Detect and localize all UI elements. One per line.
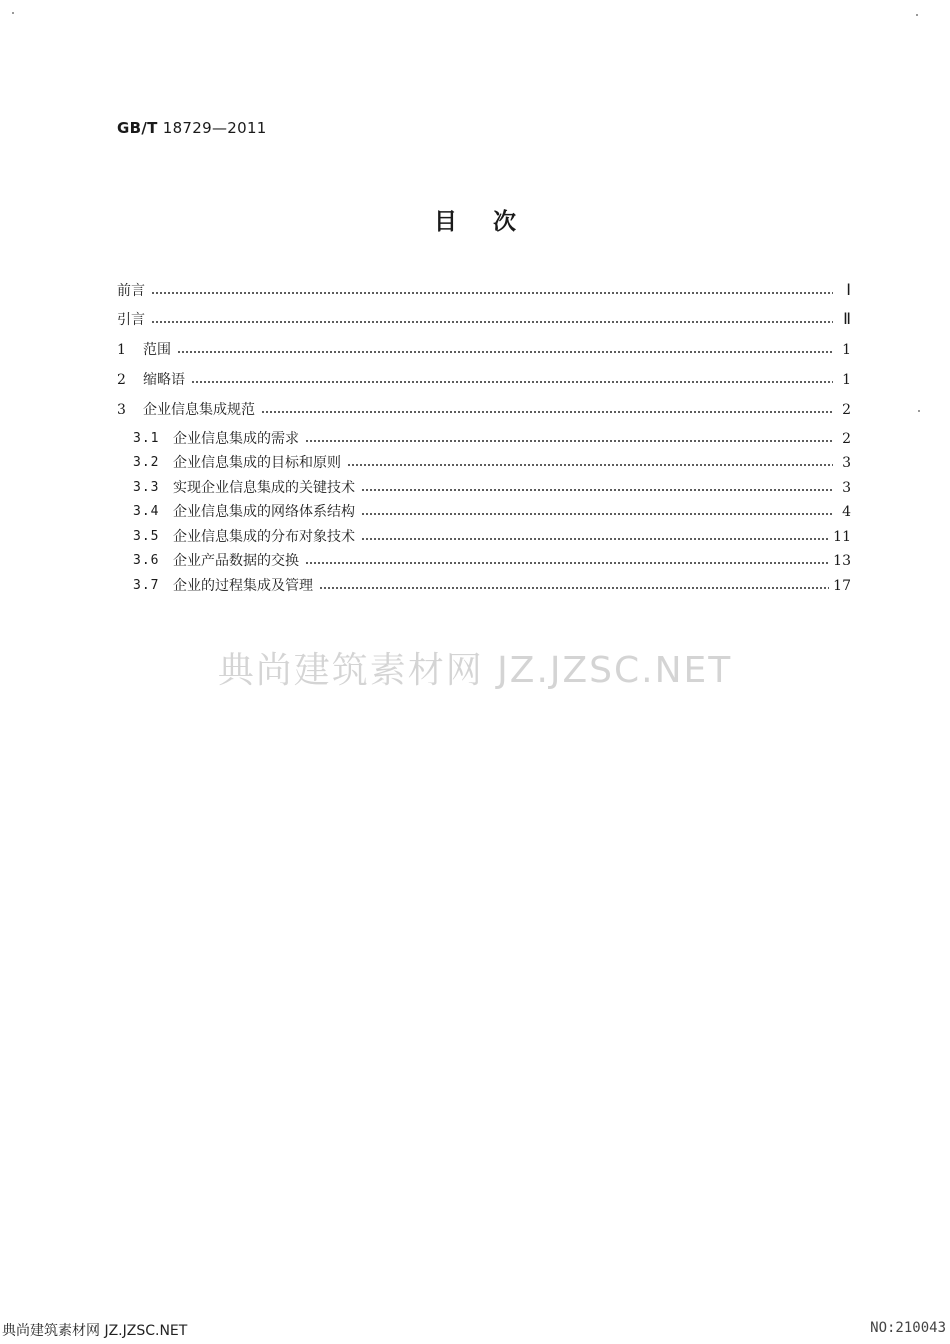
toc-entry-number: 3.2: [133, 455, 160, 470]
toc-entry: [117, 369, 851, 391]
toc-entry-page: 2: [842, 402, 851, 418]
toc-entry: [117, 501, 851, 523]
footer-site-name: 典尚建筑素材网 JZ.JZSC.NET: [2, 1323, 188, 1339]
toc-entry-page: 13: [833, 553, 851, 569]
toc-entry-number: 3.5: [133, 529, 160, 544]
toc-entry-page: 11: [833, 529, 851, 545]
toc-entry-title: 企业信息集成的需求: [173, 431, 299, 447]
toc-entry-title: 企业信息集成的网络体系结构: [173, 504, 355, 520]
toc-entry-page: 1: [842, 372, 851, 388]
toc-entry-number: 3.6: [133, 553, 160, 568]
toc-entry-title: 实现企业信息集成的关键技术: [173, 480, 355, 496]
toc-entry-page: 3: [842, 455, 851, 471]
toc-entry-title: 企业信息集成规范: [143, 402, 255, 418]
toc-entry-number: 1: [117, 342, 126, 358]
toc-entry: [117, 339, 851, 361]
toc-entry-title: 企业信息集成的目标和原则: [173, 455, 341, 471]
toc-entry: [117, 399, 851, 421]
scan-mark: [12, 12, 14, 14]
toc-entry-page: 2: [842, 431, 851, 447]
toc-leader-dots: [177, 346, 833, 354]
toc-entry: [117, 477, 851, 499]
toc-entry-title: 范围: [143, 342, 171, 358]
toc-entry: [117, 280, 851, 302]
toc-entry-page: Ⅱ: [843, 311, 851, 328]
toc-entry: [117, 526, 851, 548]
toc-leader-dots: [261, 406, 833, 414]
toc-entry: [117, 550, 851, 572]
standard-number: 18729—2011: [162, 119, 267, 137]
toc-leader-dots: [191, 376, 833, 384]
toc-entry-title: 前言: [117, 283, 145, 299]
toc-entry-title: 企业信息集成的分布对象技术: [173, 529, 355, 545]
scan-mark: [916, 14, 918, 16]
standard-prefix: GB/T: [117, 119, 158, 137]
toc-leader-dots: [361, 508, 833, 516]
toc-leader-dots: [305, 557, 829, 565]
toc-entry-page: 4: [842, 504, 851, 520]
toc-entry-number: 3.3: [133, 480, 160, 495]
toc-entry-page: Ⅰ: [846, 282, 851, 299]
toc-leader-dots: [319, 582, 829, 590]
standard-code: [117, 119, 267, 137]
toc-entry-number: 2: [117, 372, 126, 388]
toc-entry-title: 企业产品数据的交换: [173, 553, 299, 569]
toc-entry: [117, 575, 851, 597]
toc-leader-dots: [347, 459, 833, 467]
footer-document-number: NO:210043: [870, 1320, 946, 1336]
toc-leader-dots: [151, 287, 833, 295]
watermark: 典尚建筑素材网 JZ.JZSC.NET: [217, 650, 733, 691]
toc-entry: [117, 428, 851, 450]
toc-entry-number: 3.1: [133, 431, 160, 446]
title-char-1: 目: [433, 209, 457, 235]
toc-entry: [117, 452, 851, 474]
toc-entry-page: 17: [833, 578, 851, 594]
toc-entry-title: 缩略语: [143, 372, 185, 388]
title-char-2: 次: [493, 209, 516, 235]
scan-mark: [918, 410, 920, 412]
toc-entry-title: 企业的过程集成及管理: [173, 578, 313, 594]
toc-leader-dots: [361, 484, 833, 492]
toc-entry-page: 1: [842, 342, 851, 358]
toc-entry-number: 3.4: [133, 504, 160, 519]
toc-entry-title: 引言: [117, 312, 145, 328]
toc-leader-dots: [361, 533, 829, 541]
toc-entry: [117, 309, 851, 331]
toc-entry-page: 3: [842, 480, 851, 496]
toc-entry-number: 3.7: [133, 578, 160, 593]
toc-leader-dots: [151, 316, 833, 324]
toc-leader-dots: [305, 435, 833, 443]
page-title: [0, 203, 950, 236]
toc-entry-number: 3: [117, 402, 126, 418]
